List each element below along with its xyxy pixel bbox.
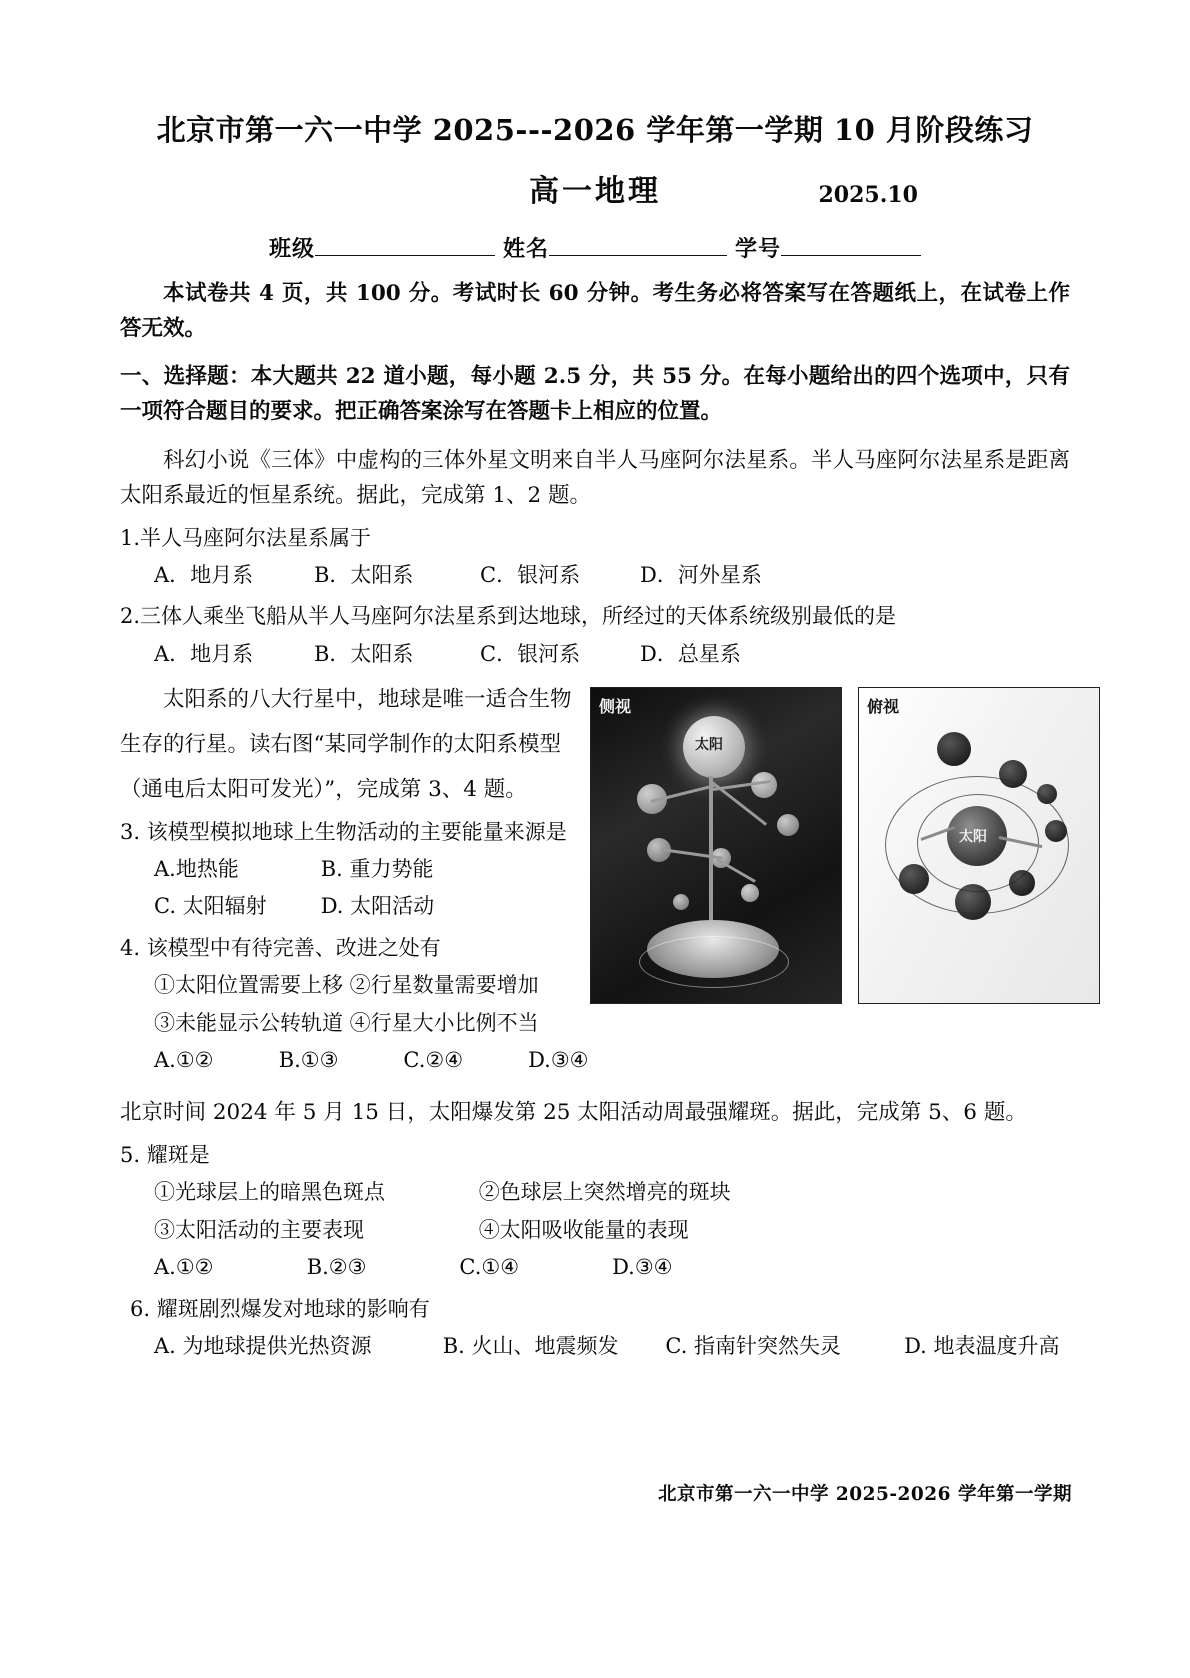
question-4-option-d[interactable]: D.③④ <box>528 1048 589 1073</box>
question-2-option-b[interactable]: B．太阳系 <box>314 641 414 666</box>
question-5-item-4: ④太阳吸收能量的表现 <box>478 1217 689 1242</box>
question-1-option-b[interactable]: B．太阳系 <box>314 562 414 587</box>
section-one-heading-text: 本大题共 22 道小题，每小题 2.5 分，共 55 分。在每小题给出的四个选项中，只有一项符合题目的要求。把正确答案涂写在答题卡上相应的位置。 <box>120 364 1070 425</box>
exam-instructions: 本试卷共 4 页，共 100 分。考试时长 60 分钟。考生务必将答案写在答题纸上，在试卷上作答无效。 <box>120 280 1070 341</box>
name-field-label: 姓名 <box>502 235 549 262</box>
question-4-options <box>120 1044 680 1078</box>
student-id-field-input[interactable] <box>781 233 921 256</box>
question-5-options <box>120 1251 1070 1285</box>
figure-top-view <box>858 687 1100 1004</box>
question-5-option-c[interactable]: C.①④ <box>459 1255 520 1280</box>
subject-title-row <box>120 166 1070 210</box>
solar-model-section <box>120 683 1070 1078</box>
question-1-options <box>120 559 1070 593</box>
student-info-fields <box>120 232 1070 263</box>
question-2-option-a[interactable]: A．地月系 <box>154 641 254 666</box>
question-5-item-1: ①光球层上的暗黑色斑点 <box>154 1179 385 1204</box>
question-6-options <box>120 1330 1070 1364</box>
question-2-option-d[interactable]: D．总星系 <box>640 641 741 666</box>
question-6-option-a[interactable]: A. 为地球提供光热资源 <box>154 1333 372 1358</box>
model-planet <box>741 884 759 902</box>
question-3-option-d[interactable]: D. 太阳活动 <box>320 894 435 919</box>
solar-system-model-figures <box>590 687 1102 1007</box>
subject-title: 高一地理 <box>529 173 661 209</box>
model-sun-top-tag: 太阳 <box>959 829 987 846</box>
model-center-post <box>709 776 713 936</box>
question-5-items-row2 <box>120 1214 1070 1248</box>
question-4-text: 4. 该模型中有待完善、改进之处有 <box>120 936 441 961</box>
question-1-option-d[interactable]: D．河外星系 <box>640 562 762 587</box>
question-stem-5-6: 北京时间 2024 年 5 月 15 日，太阳爆发第 25 太阳活动周最强耀斑。据此，完成第 5、6 题。 <box>120 1099 1027 1125</box>
question-4-option-b[interactable]: B.①③ <box>278 1048 339 1073</box>
figure-top-view-label: 俯视 <box>867 697 900 717</box>
section-one-heading-label: 一、选择题： <box>120 364 251 390</box>
question-3-text: 3. 该模型模拟地球上生物活动的主要能量来源是 <box>120 819 567 844</box>
question-5-item-3: ③太阳活动的主要表现 <box>154 1217 364 1242</box>
question-5-option-d[interactable]: D.③④ <box>612 1255 673 1280</box>
question-5-text: 5. 耀斑是 <box>120 1142 210 1167</box>
exam-date: 2025.10 <box>818 181 918 208</box>
question-2-options <box>120 638 1070 672</box>
question-5-items-row1 <box>120 1176 1070 1210</box>
section-one-heading <box>120 360 1070 430</box>
question-1-option-a[interactable]: A．地月系 <box>154 562 254 587</box>
question-4-items-row1: ①太阳位置需要上移 ②行星数量需要增加 <box>154 973 539 998</box>
model-base-rim <box>639 936 789 988</box>
question-stem-3-4-line3: （通电后太阳可发光）”，完成第 3、4 题。 <box>120 776 527 802</box>
question-6-option-c[interactable]: C. 指南针突然失灵 <box>665 1333 842 1358</box>
question-3-option-a[interactable]: A.地热能 <box>154 856 239 881</box>
model-support-rod <box>716 858 756 883</box>
figure-side-view-label: 侧视 <box>599 697 632 717</box>
question-5-option-b[interactable]: B.②③ <box>306 1255 367 1280</box>
page-content <box>120 112 1070 1364</box>
page-footer: 北京市第一六一中学 2025-2026 学年第一学期 <box>657 1484 1072 1505</box>
question-stem-1-2: 科幻小说《三体》中虚构的三体外星文明来自半人马座阿尔法星系。半人马座阿尔法星系是距离太阳系最近的恒星系统。据此，完成第 1、2 题。 <box>120 448 1070 508</box>
name-field-input[interactable] <box>549 233 727 256</box>
model-sun-side-tag: 太阳 <box>695 737 723 754</box>
question-2-text: 2.三体人乘坐飞船从半人马座阿尔法星系到达地球，所经过的天体系统级别最低的是 <box>120 604 897 629</box>
question-stem-3-4-line1: 太阳系的八大行星中，地球是唯一适合生物 <box>163 687 572 713</box>
question-6-text: 6. 耀斑剧烈爆发对地球的影响有 <box>130 1296 430 1321</box>
page-title: 北京市第一六一中学 2025---2026 学年第一学期 10 月阶段练习 <box>156 113 1034 147</box>
student-id-field-label: 学号 <box>735 235 782 262</box>
question-2-option-c[interactable]: C．银河系 <box>480 641 581 666</box>
model-planet <box>751 772 777 798</box>
question-1-text: 1.半人马座阿尔法星系属于 <box>120 525 372 550</box>
question-5-option-a[interactable]: A.①② <box>154 1255 214 1280</box>
question-6-option-b[interactable]: B. 火山、地震频发 <box>442 1333 619 1358</box>
question-5-item-2: ②色球层上突然增亮的斑块 <box>478 1179 731 1204</box>
class-field-input[interactable] <box>315 233 495 256</box>
question-4-items-row2: ③未能显示公转轨道 ④行星大小比例不当 <box>154 1010 539 1035</box>
question-6-option-d[interactable]: D. 地表温度升高 <box>904 1333 1060 1358</box>
question-1-option-c[interactable]: C．银河系 <box>480 562 581 587</box>
question-4-option-a[interactable]: A.①② <box>154 1048 214 1073</box>
question-3-option-c[interactable]: C. 太阳辐射 <box>154 894 267 919</box>
figure-side-view <box>590 687 842 1004</box>
model-planet <box>937 732 971 766</box>
class-field-label: 班级 <box>268 235 315 262</box>
model-planet <box>673 894 689 910</box>
question-4-option-c[interactable]: C.②④ <box>403 1048 464 1073</box>
model-planet <box>777 814 799 836</box>
question-3-option-b[interactable]: B. 重力势能 <box>320 856 434 881</box>
question-stem-3-4-line2: 生存的行星。读右图“某同学制作的太阳系模型 <box>120 732 561 758</box>
